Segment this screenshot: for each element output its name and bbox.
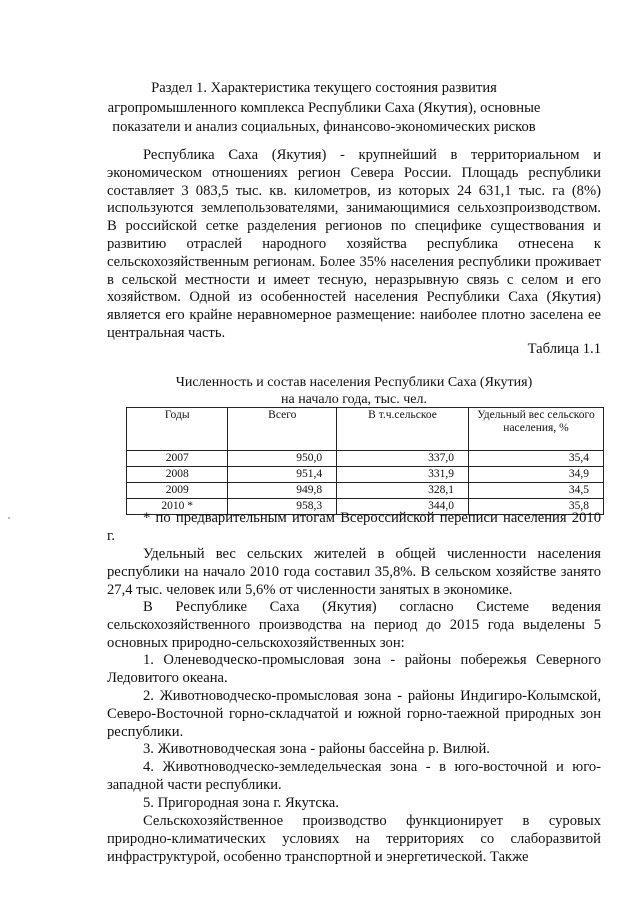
zone-item-4: 4. Животноводческо-земледельческая зона - в юго-восточной и юго-западной части республики.	[107, 759, 601, 793]
table-footnote: * по предварительным итогам Всероссийской переписи населения 2010 г.	[107, 510, 601, 544]
zone-item-3: 3. Животноводческая зона - районы бассейна р. Вилюй.	[143, 741, 490, 757]
table-label: Таблица 1.1	[527, 341, 601, 357]
table-caption-line-1: Численность и состав населения Республики Саха (Якутия)	[175, 375, 533, 390]
cell-total: 951,4	[228, 467, 337, 483]
cell-rural: 344,0	[337, 499, 469, 515]
table-header-row	[127, 408, 604, 451]
table-row	[127, 483, 604, 499]
cell-year: 2010 *	[127, 499, 228, 515]
zone-item-5: 5. Пригородная зона г. Якутска.	[143, 795, 339, 811]
cell-year: 2007	[127, 451, 228, 467]
population-table	[126, 407, 604, 515]
cell-rural-share: 35,4	[468, 451, 603, 467]
cell-rural: 331,9	[337, 467, 469, 483]
table-row	[127, 451, 604, 467]
header-cell-rural: В т.ч.сельское	[337, 408, 469, 451]
cell-rural: 328,1	[337, 483, 469, 499]
table-row	[127, 467, 604, 483]
header-cell-years: Годы	[127, 408, 228, 451]
intro-paragraph: Республика Саха (Якутия) - крупнейший в территориальном и экономическом отношениях регион Севера России. Площадь республики составляет 3 083,5 тыс. кв. километров, из которых 24 631,1 тыс. га (8%) используются землепользователями, занимающимися сельхозпроизводством. В российской сетке разделения регионов по специфике существования и развитию отраслей народного хозяйства республика отнесена к сельскохозяйственным регионам. Более 35% населения республики проживает в сельской местности и имеет тесную, неразрывную связь с селом и его хозяйством. Одной из особенностей населения Республики Саха (Якутия) является его крайне неравномерное размещение: наиболее плотно заселена ее центральная часть.	[107, 147, 601, 341]
scan-speck	[8, 517, 10, 519]
zone-item-2: 2. Животноводческо-промысловая зона - районы Индигиро-Колымской, Северо-Восточной горно-складчатой и южной горно-таежной природных зон республики.	[107, 688, 601, 740]
header-cell-rural-share: Удельный вес сельского населения, %	[468, 408, 603, 451]
section-heading: Раздел 1. Характеристика текущего состояния развития агропромышленного комплекса Республики Саха (Якутия), основные показатели и анализ социальных, финансово-экономических рисков	[107, 80, 541, 135]
header-cell-total: Всего	[228, 408, 337, 451]
rural-share-paragraph: Удельный вес сельских жителей в общей численности населения республики на начало 2010 года составил 35,8%. В сельском хозяйстве занято 27,4 тыс. человек или 5,6% от численности занятых в экономике.	[107, 546, 601, 598]
cell-rural-share: 34,9	[468, 467, 603, 483]
zones-intro-paragraph: В Республике Саха (Якутия) согласно Системе ведения сельскохозяйственного производства на период до 2015 года выделены 5 основных природно-сельскохозяйственных зон:	[107, 599, 601, 651]
cell-rural-share: 35,8	[468, 499, 603, 515]
cell-total: 950,0	[228, 451, 337, 467]
table-caption-line-2: на начало года, тыс. чел.	[280, 391, 428, 407]
zone-item-1: 1. Оленеводческо-промысловая зона - районы побережья Северного Ледовитого океана.	[107, 652, 601, 686]
cell-rural: 337,0	[337, 451, 469, 467]
conditions-paragraph: Сельскохозяйственное производство функционирует в суровых природно-климатических условиях на территориях со слаборазвитой инфраструктурой, особенно транспортной и энергетической. Также	[107, 813, 601, 865]
cell-total: 958,3	[228, 499, 337, 515]
cell-year: 2008	[127, 467, 228, 483]
cell-total: 949,8	[228, 483, 337, 499]
cell-year: 2009	[127, 483, 228, 499]
cell-rural-share: 34,5	[468, 483, 603, 499]
table-caption	[107, 375, 601, 408]
